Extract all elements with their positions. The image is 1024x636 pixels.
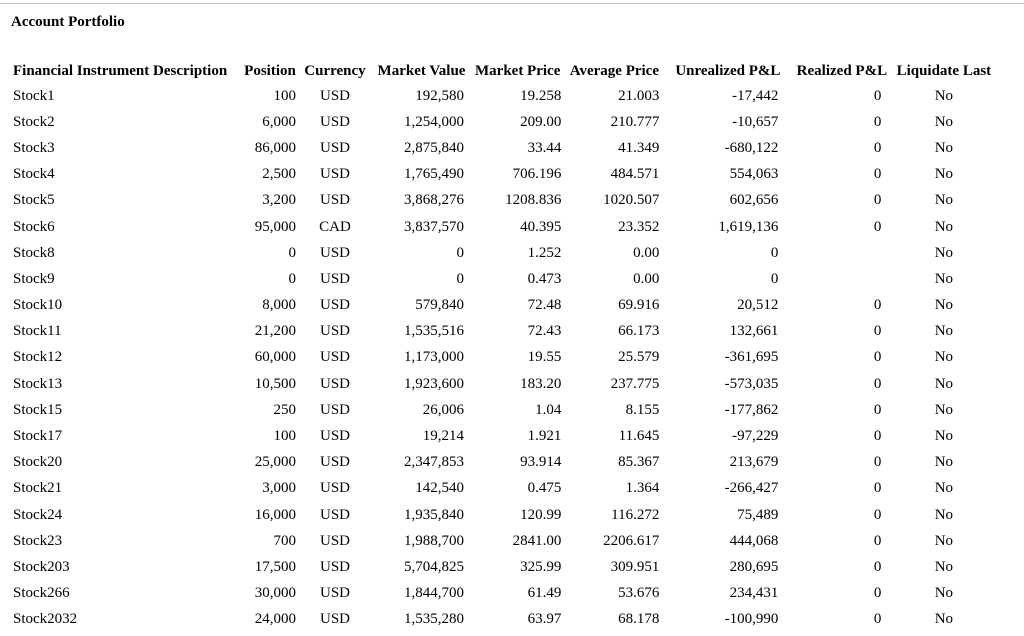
cell-description: Stock13 xyxy=(13,375,63,392)
cell-description: Stock2032 xyxy=(13,611,78,628)
cell-liquidate-last: No xyxy=(934,87,954,104)
cell-market-value: 192,580 xyxy=(415,87,464,104)
table-row xyxy=(10,502,994,528)
cell-unrealized-pnl: 75,489 xyxy=(737,506,779,523)
cell-market-price: 2841.00 xyxy=(512,532,562,549)
cell-market-price: 209.00 xyxy=(520,113,562,130)
cell-position: 6,000 xyxy=(262,113,296,130)
cell-liquidate-last: No xyxy=(934,454,954,471)
cell-market-price: 325.99 xyxy=(520,558,562,575)
cell-average-price: 0.00 xyxy=(633,270,660,287)
cell-market-value: 1,535,516 xyxy=(404,323,464,340)
cell-liquidate-last: No xyxy=(934,297,954,314)
cell-realized-pnl: 0 xyxy=(873,166,882,183)
cell-description: Stock15 xyxy=(13,401,63,418)
table-row xyxy=(10,293,994,319)
table-row xyxy=(10,397,994,423)
cell-market-value: 2,875,840 xyxy=(404,139,464,156)
cell-description: Stock2 xyxy=(13,113,55,130)
cell-market-value: 3,837,570 xyxy=(404,218,464,235)
table-header-row xyxy=(10,59,994,83)
cell-average-price: 69.916 xyxy=(618,297,660,314)
cell-unrealized-pnl: -100,990 xyxy=(724,611,779,628)
cell-description: Stock20 xyxy=(13,454,63,471)
page-title: Account Portfolio xyxy=(11,14,125,30)
table-row xyxy=(10,581,994,607)
cell-unrealized-pnl: -97,229 xyxy=(732,428,779,445)
column-header-description: Financial Instrument Description xyxy=(13,62,228,79)
cell-currency: USD xyxy=(319,139,350,156)
cell-liquidate-last: No xyxy=(934,375,954,392)
cell-currency: USD xyxy=(319,611,350,628)
cell-realized-pnl: 0 xyxy=(873,585,882,602)
cell-average-price: 8.155 xyxy=(625,401,660,418)
cell-realized-pnl xyxy=(790,240,893,266)
cell-description: Stock3 xyxy=(13,139,55,156)
cell-average-price: 21.003 xyxy=(618,87,660,104)
cell-description: Stock6 xyxy=(13,218,55,235)
cell-realized-pnl: 0 xyxy=(873,139,882,156)
cell-market-value: 1,535,280 xyxy=(404,611,464,628)
cell-position: 24,000 xyxy=(254,611,296,628)
cell-market-value: 579,840 xyxy=(415,297,464,314)
cell-market-price: 1.04 xyxy=(535,401,562,418)
cell-liquidate-last: No xyxy=(934,323,954,340)
cell-average-price: 66.173 xyxy=(618,323,660,340)
cell-currency: USD xyxy=(319,401,350,418)
cell-position: 250 xyxy=(273,401,296,418)
column-header-unrealized-pnl: Unrealized P&L xyxy=(675,62,781,79)
cell-position: 3,200 xyxy=(262,192,296,209)
cell-unrealized-pnl: -573,035 xyxy=(724,375,779,392)
cell-realized-pnl: 0 xyxy=(873,375,882,392)
cell-position: 25,000 xyxy=(254,454,296,471)
cell-liquidate-last: No xyxy=(934,506,954,523)
cell-description: Stock21 xyxy=(13,480,63,497)
cell-unrealized-pnl: 554,063 xyxy=(729,166,779,183)
cell-currency: USD xyxy=(319,558,350,575)
cell-average-price: 53.676 xyxy=(618,585,660,602)
cell-currency: USD xyxy=(319,113,350,130)
cell-unrealized-pnl: 0 xyxy=(770,244,779,261)
cell-description: Stock11 xyxy=(13,323,62,340)
column-header-liquidate-last: Liquidate Last xyxy=(896,62,992,79)
cell-average-price: 2206.617 xyxy=(603,532,660,549)
cell-unrealized-pnl: -17,442 xyxy=(732,87,779,104)
cell-currency: USD xyxy=(319,585,350,602)
cell-market-value: 0 xyxy=(456,270,464,287)
cell-realized-pnl: 0 xyxy=(873,218,882,235)
cell-market-value: 2,347,853 xyxy=(404,454,464,471)
cell-unrealized-pnl: -680,122 xyxy=(724,139,779,156)
cell-average-price: 116.272 xyxy=(611,506,660,523)
cell-description: Stock5 xyxy=(13,192,55,209)
table-row xyxy=(10,345,994,371)
top-divider xyxy=(0,3,1024,4)
cell-unrealized-pnl: 234,431 xyxy=(729,585,779,602)
cell-currency: USD xyxy=(319,532,350,549)
column-header-position: Position xyxy=(244,62,296,79)
cell-average-price: 0.00 xyxy=(633,244,660,261)
cell-market-value: 5,704,825 xyxy=(404,558,464,575)
cell-description: Stock17 xyxy=(13,428,63,445)
cell-liquidate-last: No xyxy=(934,401,954,418)
table-row xyxy=(10,423,994,449)
cell-market-value: 1,988,700 xyxy=(404,532,464,549)
cell-market-price: 19.55 xyxy=(527,349,562,366)
cell-market-value: 1,923,600 xyxy=(404,375,464,392)
cell-market-price: 72.43 xyxy=(527,323,562,340)
column-header-market-value: Market Value xyxy=(377,62,466,79)
cell-liquidate-last: No xyxy=(934,270,954,287)
cell-average-price: 484.571 xyxy=(610,166,660,183)
cell-average-price: 41.349 xyxy=(618,139,660,156)
table-row xyxy=(10,135,994,161)
cell-description: Stock8 xyxy=(13,244,55,261)
table-row xyxy=(10,528,994,554)
cell-realized-pnl: 0 xyxy=(873,532,882,549)
table-row xyxy=(10,554,994,580)
cell-market-value: 26,006 xyxy=(422,401,464,418)
cell-average-price: 68.178 xyxy=(618,611,660,628)
cell-average-price: 1020.507 xyxy=(603,192,660,209)
cell-description: Stock24 xyxy=(13,506,63,523)
cell-unrealized-pnl: -266,427 xyxy=(724,480,779,497)
cell-unrealized-pnl: -361,695 xyxy=(724,349,779,366)
cell-position: 86,000 xyxy=(254,139,296,156)
cell-market-price: 183.20 xyxy=(520,375,562,392)
cell-currency: USD xyxy=(319,454,350,471)
cell-currency: USD xyxy=(319,323,350,340)
cell-liquidate-last: No xyxy=(934,611,954,628)
cell-market-price: 120.99 xyxy=(520,506,562,523)
cell-currency: CAD xyxy=(319,218,351,235)
table-row xyxy=(10,162,994,188)
cell-market-value: 1,844,700 xyxy=(404,585,464,602)
table-row xyxy=(10,109,994,135)
cell-average-price: 309.951 xyxy=(610,558,660,575)
cell-position: 3,000 xyxy=(262,480,296,497)
cell-liquidate-last: No xyxy=(934,532,954,549)
cell-liquidate-last: No xyxy=(934,480,954,497)
cell-market-value: 142,540 xyxy=(415,480,464,497)
table-row xyxy=(10,476,994,502)
cell-description: Stock10 xyxy=(13,297,63,314)
cell-liquidate-last: No xyxy=(934,166,954,183)
cell-market-price: 63.97 xyxy=(527,611,562,628)
cell-position: 0 xyxy=(288,270,296,287)
cell-liquidate-last: No xyxy=(934,192,954,209)
cell-position: 0 xyxy=(288,244,296,261)
cell-realized-pnl: 0 xyxy=(873,297,882,314)
column-header-average-price: Average Price xyxy=(569,62,659,79)
cell-market-price: 706.196 xyxy=(512,166,562,183)
cell-currency: USD xyxy=(319,244,350,261)
cell-market-value: 1,254,000 xyxy=(404,113,464,130)
cell-liquidate-last: No xyxy=(934,139,954,156)
table-row xyxy=(10,319,994,345)
cell-realized-pnl: 0 xyxy=(873,192,882,209)
cell-unrealized-pnl: 1,619,136 xyxy=(718,218,779,235)
cell-currency: USD xyxy=(319,428,350,445)
cell-market-value: 19,214 xyxy=(422,428,464,445)
cell-position: 95,000 xyxy=(254,218,296,235)
cell-position: 10,500 xyxy=(254,375,296,392)
cell-currency: USD xyxy=(319,297,350,314)
cell-liquidate-last: No xyxy=(934,218,954,235)
cell-currency: USD xyxy=(319,87,350,104)
table-row xyxy=(10,83,994,109)
cell-currency: USD xyxy=(319,192,350,209)
cell-position: 100 xyxy=(273,428,296,445)
cell-unrealized-pnl: 280,695 xyxy=(729,558,779,575)
cell-average-price: 210.777 xyxy=(610,113,660,130)
cell-market-price: 1.252 xyxy=(527,244,562,261)
cell-currency: USD xyxy=(319,480,350,497)
cell-market-price: 1.921 xyxy=(527,428,562,445)
table-row xyxy=(10,266,994,292)
cell-position: 8,000 xyxy=(262,297,296,314)
cell-market-price: 40.395 xyxy=(520,218,562,235)
cell-realized-pnl: 0 xyxy=(873,401,882,418)
cell-realized-pnl xyxy=(790,266,893,292)
cell-average-price: 237.775 xyxy=(610,375,660,392)
cell-unrealized-pnl: 132,661 xyxy=(729,323,779,340)
cell-unrealized-pnl: 444,068 xyxy=(729,532,779,549)
cell-average-price: 23.352 xyxy=(618,218,660,235)
cell-realized-pnl: 0 xyxy=(873,480,882,497)
cell-market-price: 19.258 xyxy=(520,87,562,104)
cell-description: Stock23 xyxy=(13,532,63,549)
table-row xyxy=(10,240,994,266)
cell-position: 21,200 xyxy=(254,323,296,340)
cell-position: 30,000 xyxy=(254,585,296,602)
portfolio-table xyxy=(10,59,994,633)
cell-description: Stock1 xyxy=(13,87,55,104)
cell-description: Stock4 xyxy=(13,166,55,183)
cell-market-value: 1,935,840 xyxy=(404,506,464,523)
cell-currency: USD xyxy=(319,166,350,183)
cell-description: Stock12 xyxy=(13,349,63,366)
cell-liquidate-last: No xyxy=(934,428,954,445)
cell-unrealized-pnl: 0 xyxy=(770,270,779,287)
cell-market-price: 0.473 xyxy=(527,270,562,287)
cell-realized-pnl: 0 xyxy=(873,113,882,130)
cell-position: 100 xyxy=(273,87,296,104)
cell-market-value: 3,868,276 xyxy=(404,192,464,209)
cell-market-value: 1,173,000 xyxy=(404,349,464,366)
cell-currency: USD xyxy=(319,375,350,392)
cell-description: Stock9 xyxy=(13,270,55,287)
column-header-market-price: Market Price xyxy=(475,62,561,79)
cell-unrealized-pnl: 602,656 xyxy=(729,192,779,209)
cell-market-price: 61.49 xyxy=(527,585,562,602)
cell-market-price: 1208.836 xyxy=(505,192,562,209)
table-row xyxy=(10,607,994,633)
cell-liquidate-last: No xyxy=(934,349,954,366)
cell-market-price: 33.44 xyxy=(527,139,562,156)
cell-unrealized-pnl: -10,657 xyxy=(732,113,779,130)
column-header-currency: Currency xyxy=(304,62,366,79)
cell-currency: USD xyxy=(319,270,350,287)
table-row xyxy=(10,450,994,476)
cell-unrealized-pnl: 213,679 xyxy=(729,454,779,471)
cell-average-price: 11.645 xyxy=(618,428,660,445)
cell-unrealized-pnl: 20,512 xyxy=(737,297,779,314)
cell-position: 700 xyxy=(273,532,296,549)
cell-realized-pnl: 0 xyxy=(873,558,882,575)
cell-unrealized-pnl: -177,862 xyxy=(724,401,779,418)
cell-market-price: 72.48 xyxy=(527,297,562,314)
cell-realized-pnl: 0 xyxy=(873,454,882,471)
cell-realized-pnl: 0 xyxy=(873,428,882,445)
cell-liquidate-last: No xyxy=(934,113,954,130)
cell-position: 60,000 xyxy=(254,349,296,366)
cell-description: Stock203 xyxy=(13,558,70,575)
cell-realized-pnl: 0 xyxy=(873,87,882,104)
cell-realized-pnl: 0 xyxy=(873,349,882,366)
cell-currency: USD xyxy=(319,349,350,366)
cell-liquidate-last: No xyxy=(934,558,954,575)
cell-position: 16,000 xyxy=(254,506,296,523)
table-row xyxy=(10,371,994,397)
cell-market-value: 0 xyxy=(456,244,464,261)
column-header-realized-pnl: Realized P&L xyxy=(796,62,888,79)
cell-position: 17,500 xyxy=(254,558,296,575)
cell-average-price: 25.579 xyxy=(618,349,660,366)
cell-description: Stock266 xyxy=(13,585,70,602)
cell-market-value: 1,765,490 xyxy=(404,166,464,183)
cell-liquidate-last: No xyxy=(934,244,954,261)
cell-realized-pnl: 0 xyxy=(873,506,882,523)
cell-realized-pnl: 0 xyxy=(873,323,882,340)
cell-position: 2,500 xyxy=(262,166,296,183)
cell-currency: USD xyxy=(319,506,350,523)
table-row xyxy=(10,214,994,240)
table-row xyxy=(10,188,994,214)
cell-average-price: 1.364 xyxy=(625,480,660,497)
cell-average-price: 85.367 xyxy=(618,454,660,471)
cell-market-price: 93.914 xyxy=(520,454,562,471)
cell-realized-pnl: 0 xyxy=(873,611,882,628)
cell-liquidate-last: No xyxy=(934,585,954,602)
cell-market-price: 0.475 xyxy=(527,480,562,497)
